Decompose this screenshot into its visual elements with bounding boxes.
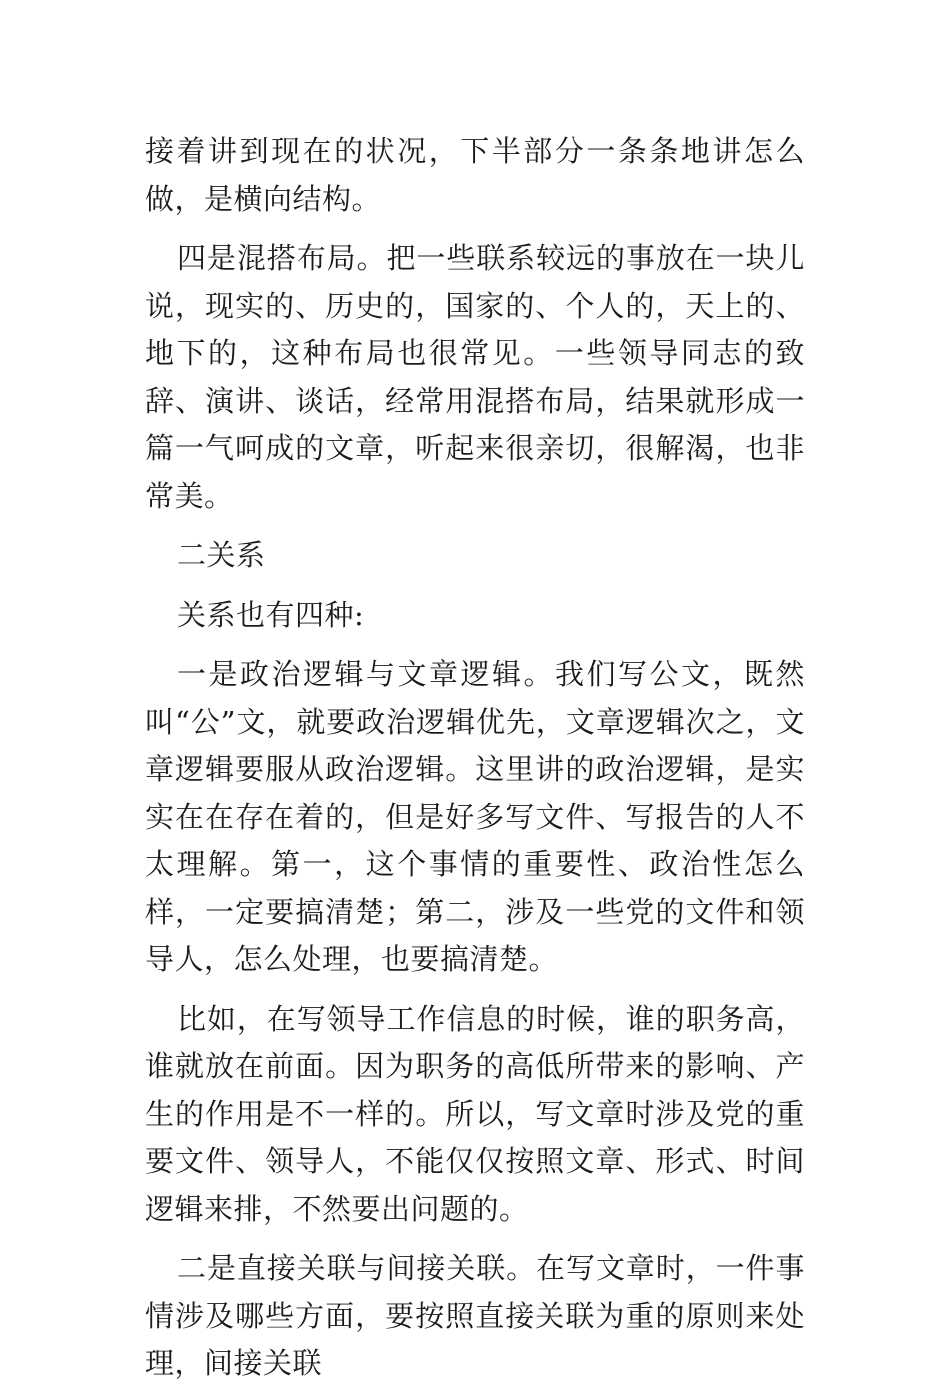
paragraph-direct-indirect: 二是直接关联与间接关联。在写文章时，一件事情涉及哪些方面，要按照直接关联为重的原则来处理，间接关联 — [145, 1251, 805, 1380]
paragraph-example: 比如，在写领导工作信息的时候，谁的职务高，谁就放在前面。因为职务的高低所带来的影响、产生的作用是不一样的。所以，写文章时涉及党的重要文件、领导人，不能仅仅按照文章、形式、时间逻辑来排，不然要出问题的。 — [145, 1001, 805, 1226]
section-heading-relations: 二关系 — [177, 538, 266, 572]
paragraph-relations-intro: 关系也有四种: — [177, 597, 365, 632]
paragraph-mixed-layout: 四是混搭布局。把一些联系较远的事放在一块儿说，现实的、历史的，国家的、个人的，天上的、地下的，这种布局也很常见。一些领导同志的致辞、演讲、谈话，经常用混搭布局，结果就形成一篇一气呵成的文章，听起来很亲切，很解渴，也非常美。 — [145, 241, 805, 513]
document-body — [145, 128, 805, 1400]
paragraph-continuation: 接着讲到现在的状况，下半部分一条条地讲怎么做，是横向结构。 — [145, 134, 805, 216]
paragraph-political-logic: 一是政治逻辑与文章逻辑。我们写公文，既然叫“公”文，就要政治逻辑优先，文章逻辑次之，文章逻辑要服从政治逻辑。这里讲的政治逻辑，是实实在在存在着的，但是好多写文件、写报告的人不太理解。第一，这个事情的重要性、政治性怎么样，一定要搞清楚；第二，涉及一些党的文件和领导人，怎么处理，也要搞清楚。 — [145, 657, 805, 976]
